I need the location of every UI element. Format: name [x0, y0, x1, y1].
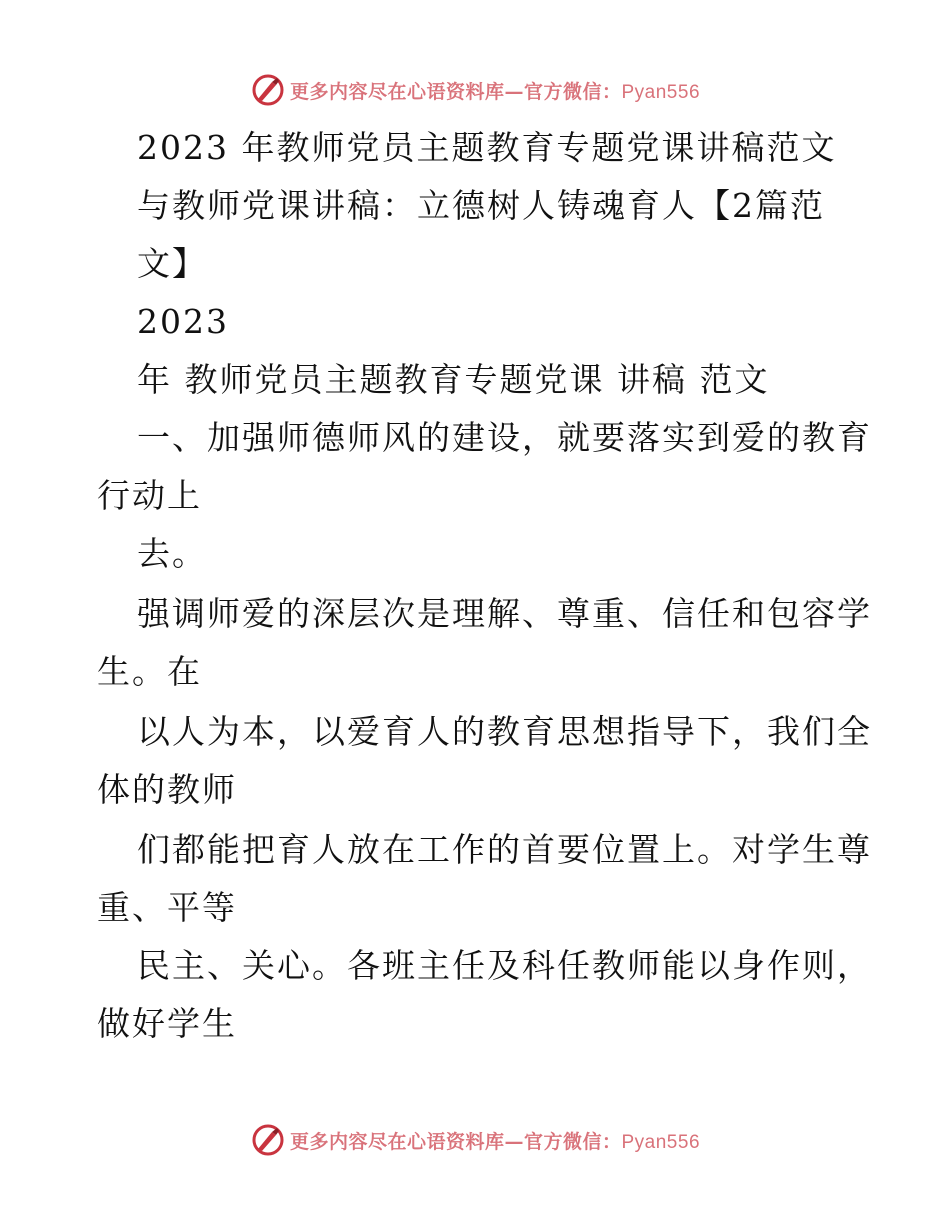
body-line: 生。在: [97, 652, 202, 691]
footer-banner: [0, 1120, 950, 1160]
title-line-3: 文】: [137, 244, 207, 283]
body-line: 体的教师: [97, 770, 237, 809]
body-line: 去。: [137, 534, 207, 573]
title-line-2: 与教师党课讲稿：立德树人铸魂育人【2篇范: [137, 186, 825, 225]
body-line: 们都能把育人放在工作的首要位置上。对学生尊: [137, 830, 872, 869]
body-line: 以人为本，以爱育人的教育思想指导下，我们全: [137, 712, 872, 751]
title-line-1: 2023 年教师党员主题教育专题党课讲稿范文: [137, 128, 837, 167]
body-line: 2023: [137, 302, 229, 341]
body-line: 重、平等: [97, 888, 237, 927]
banner-text: 更多内容尽在心语资料库—官方微信：Pyan556: [289, 80, 701, 103]
body-line: 强调师爱的深层次是理解、尊重、信任和包容学: [137, 594, 872, 633]
pen-logo-icon: [250, 1122, 286, 1158]
body-line: 民主、关心。各班主任及科任教师能以身作则，: [137, 946, 872, 985]
banner-wechat-id: Pyan556: [621, 1131, 701, 1153]
body-line: 做好学生: [97, 1004, 237, 1043]
body-line: 年 教师党员主题教育专题党课 讲稿 范文: [137, 360, 770, 399]
header-banner: [0, 70, 950, 110]
body-line: 行动上: [97, 476, 202, 515]
pen-logo-icon: [250, 72, 286, 108]
banner-wechat-id: Pyan556: [621, 81, 701, 103]
banner-text: 更多内容尽在心语资料库—官方微信：Pyan556: [289, 1130, 701, 1153]
body-line: 一、加强师德师风的建设，就要落实到爱的教育: [137, 418, 872, 457]
